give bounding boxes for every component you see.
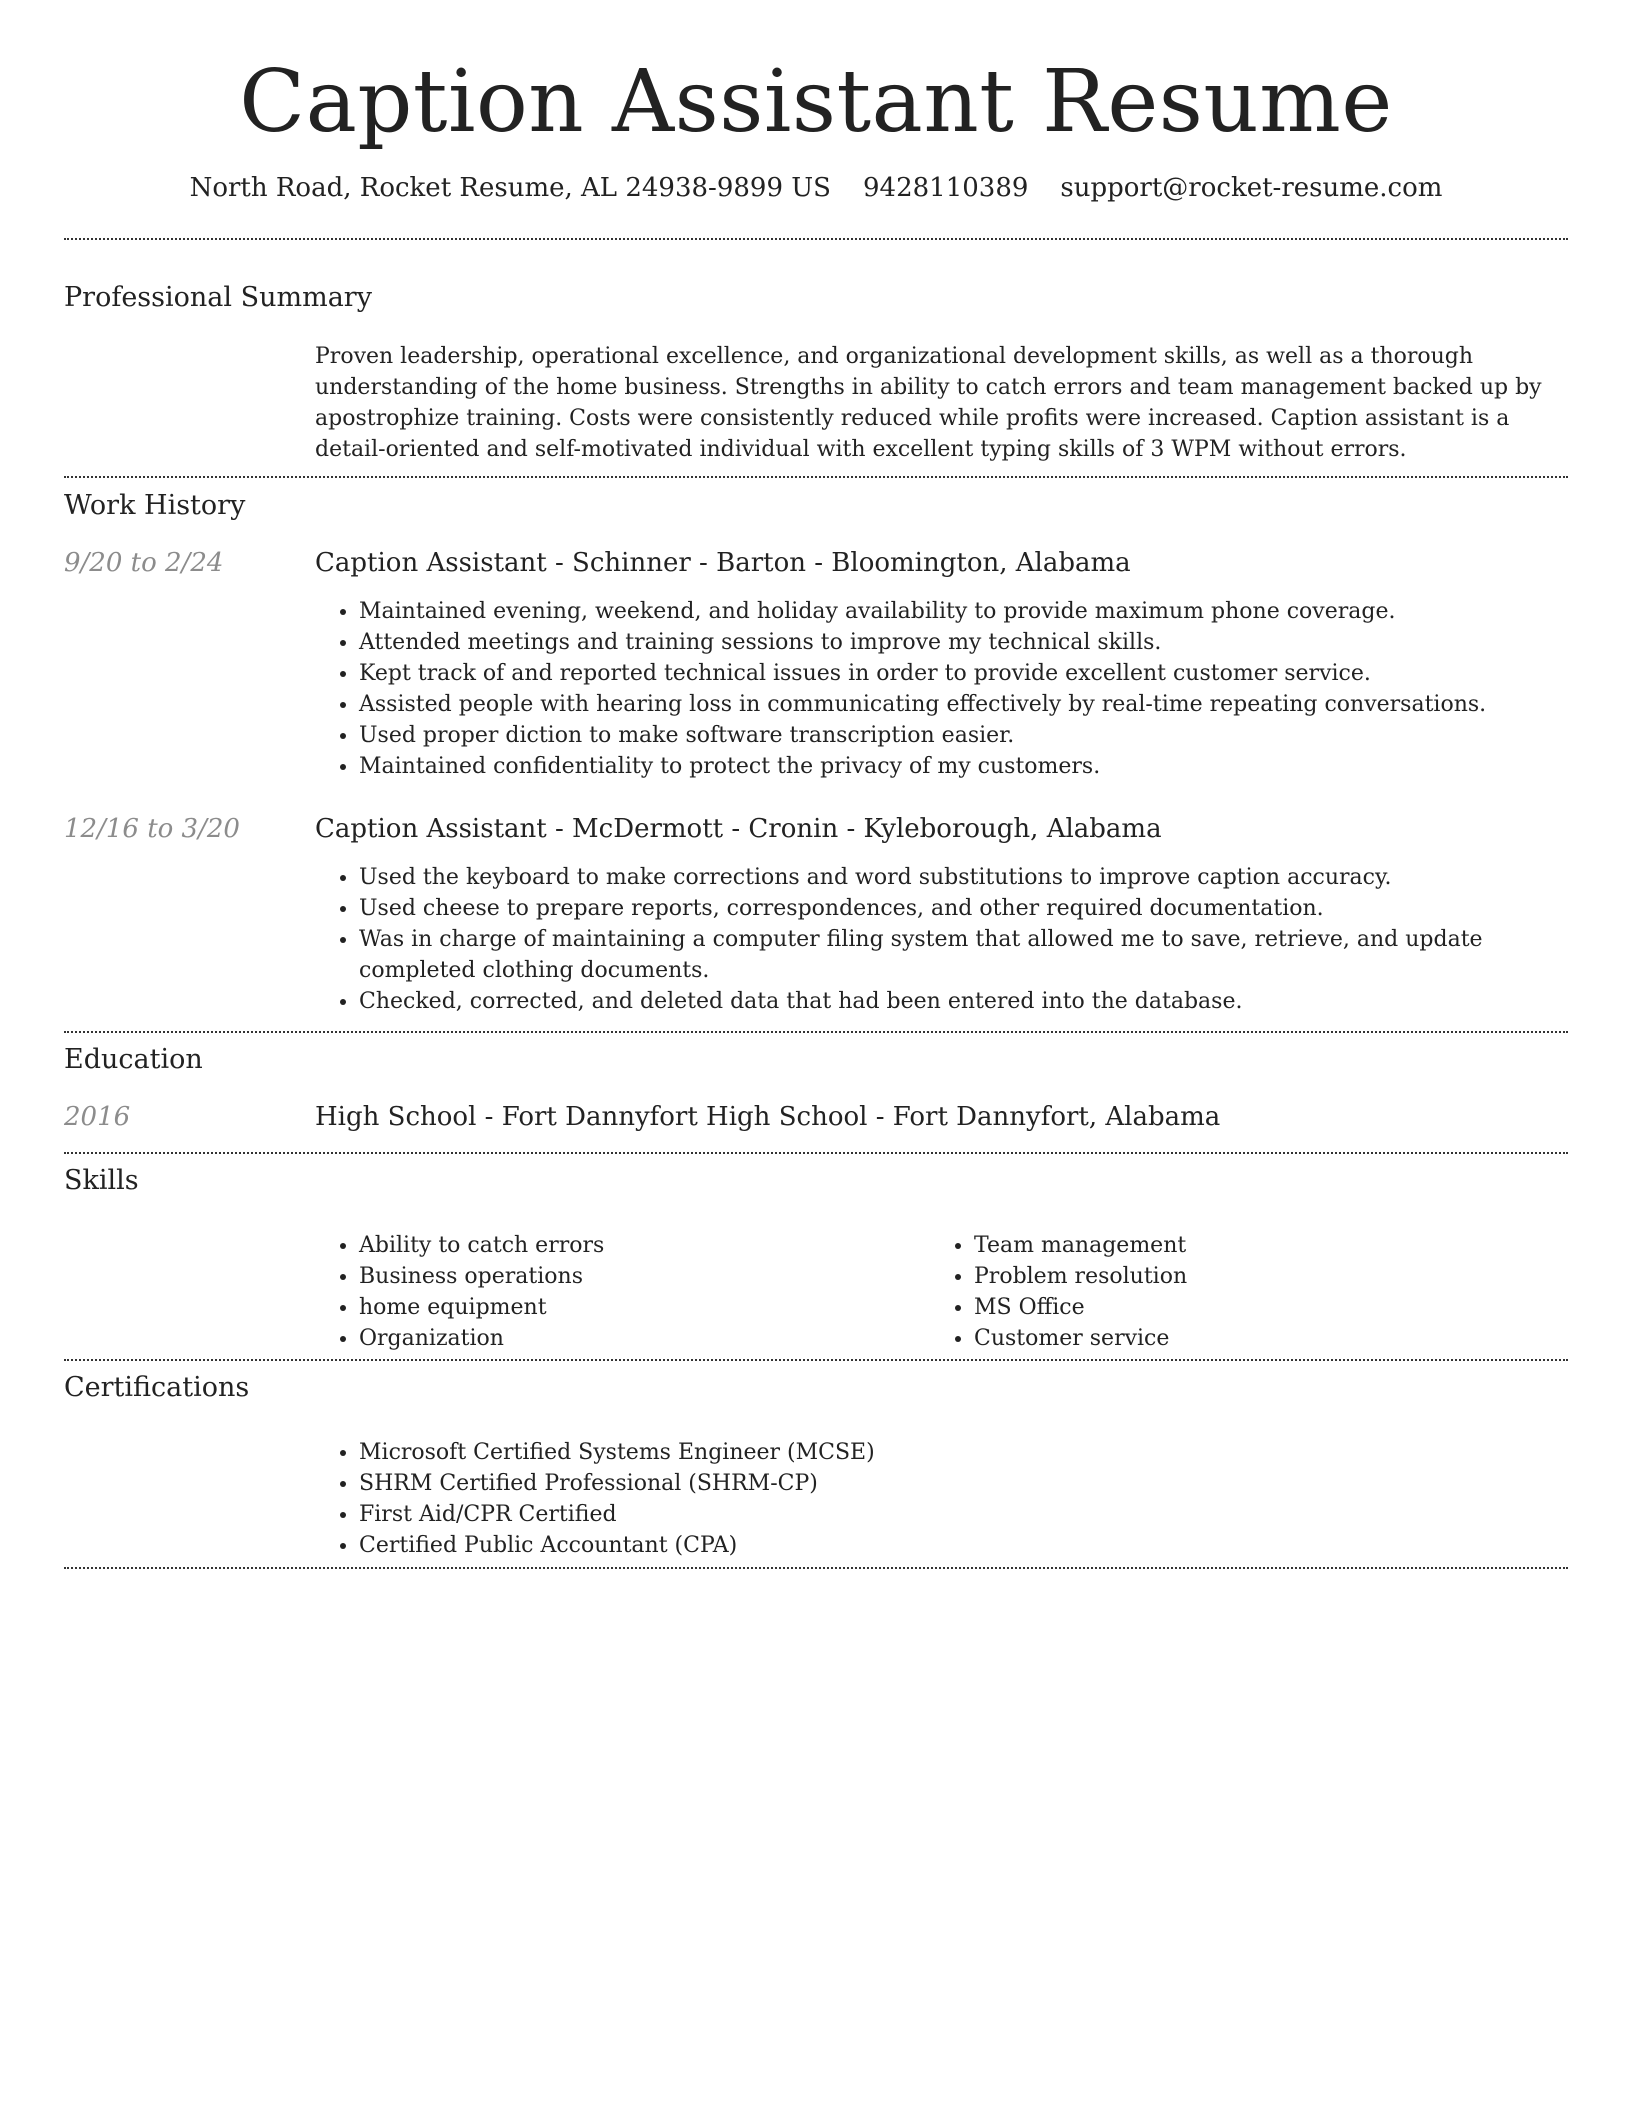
list-item: • Team management bbox=[974, 1230, 1545, 1261]
list-item: • Organization bbox=[359, 1323, 930, 1354]
list-item: • First Aid/CPR Certified bbox=[359, 1499, 1599, 1530]
list-item: • Ability to catch errors bbox=[359, 1230, 930, 1261]
job-bullets bbox=[315, 596, 1599, 782]
list-item: • home equipment bbox=[359, 1292, 930, 1323]
list-item: • Maintained confidentiality to protect the privacy of my customers. bbox=[359, 751, 1599, 782]
list-item: • Microsoft Certified Systems Engineer (MCSE) bbox=[359, 1437, 1599, 1468]
skills-column-left bbox=[315, 1230, 930, 1354]
contact-address: North Road, Rocket Resume, AL 24938-9899 US bbox=[189, 173, 831, 203]
section-divider bbox=[64, 1031, 1568, 1033]
skills-heading: Skills bbox=[64, 1165, 139, 1196]
list-item: • Was in charge of maintaining a computer filing system that allowed me to save, retrieve, and update completed clothing documents. bbox=[359, 924, 1599, 986]
list-item: • Maintained evening, weekend, and holiday availability to provide maximum phone coverage. bbox=[359, 596, 1599, 627]
job-dates: 12/16 to 3/20 bbox=[64, 814, 240, 844]
contact-email: support@rocket-resume.com bbox=[1060, 173, 1443, 203]
section-divider bbox=[64, 476, 1568, 478]
section-divider bbox=[64, 1359, 1568, 1361]
list-item: • Customer service bbox=[974, 1323, 1545, 1354]
job-dates: 9/20 to 2/24 bbox=[64, 548, 224, 578]
list-item: • Assisted people with hearing loss in communicating effectively by real-time repeating conversations. bbox=[359, 689, 1599, 720]
education-title: High School - Fort Dannyfort High School - Fort Dannyfort, Alabama bbox=[315, 1102, 1221, 1132]
list-item: • SHRM Certified Professional (SHRM-CP) bbox=[359, 1468, 1599, 1499]
contact-info bbox=[0, 170, 1632, 206]
certifications-list bbox=[315, 1437, 1599, 1561]
work-history-heading: Work History bbox=[64, 490, 246, 521]
skills-list bbox=[315, 1230, 1570, 1354]
certifications-heading: Certifications bbox=[64, 1372, 250, 1403]
list-item: • Used cheese to prepare reports, correspondences, and other required documentation. bbox=[359, 893, 1599, 924]
list-item: • Business operations bbox=[359, 1261, 930, 1292]
list-item: • Certified Public Accountant (CPA) bbox=[359, 1530, 1599, 1561]
list-item: • Problem resolution bbox=[974, 1261, 1545, 1292]
summary-text: Proven leadership, operational excellence, and organizational development skills, as well as a thorough understanding of the home business. Strengths in ability to catch errors and team management backed up by apostrophize training. Costs were consistently reduced while profits were increased. Caption assistant is a detail-oriented and self-motivated individual with excellent typing skills of 3 WPM without errors. bbox=[315, 344, 1542, 462]
job-bullets bbox=[315, 862, 1599, 1017]
job-title: Caption Assistant - McDermott - Cronin - Kyleborough, Alabama bbox=[315, 814, 1162, 844]
list-item: • Kept track of and reported technical issues in order to provide excellent customer service. bbox=[359, 658, 1599, 689]
education-date: 2016 bbox=[64, 1102, 131, 1132]
list-item: • Used proper diction to make software transcription easier. bbox=[359, 720, 1599, 751]
section-divider bbox=[64, 1152, 1568, 1154]
list-item: • Attended meetings and training sessions to improve my technical skills. bbox=[359, 627, 1599, 658]
section-divider bbox=[64, 1567, 1568, 1569]
job-title: Caption Assistant - Schinner - Barton - Bloomington, Alabama bbox=[315, 548, 1131, 578]
list-item: • MS Office bbox=[974, 1292, 1545, 1323]
education-heading: Education bbox=[64, 1044, 203, 1075]
list-item: • Used the keyboard to make corrections and word substitutions to improve caption accuracy. bbox=[359, 862, 1599, 893]
skills-column-right bbox=[930, 1230, 1545, 1354]
resume-title: Caption Assistant Resume bbox=[239, 52, 1393, 152]
summary-heading: Professional Summary bbox=[64, 282, 372, 313]
section-divider bbox=[64, 238, 1568, 240]
list-item: • Checked, corrected, and deleted data that had been entered into the database. bbox=[359, 986, 1599, 1017]
contact-phone: 9428110389 bbox=[862, 173, 1029, 203]
